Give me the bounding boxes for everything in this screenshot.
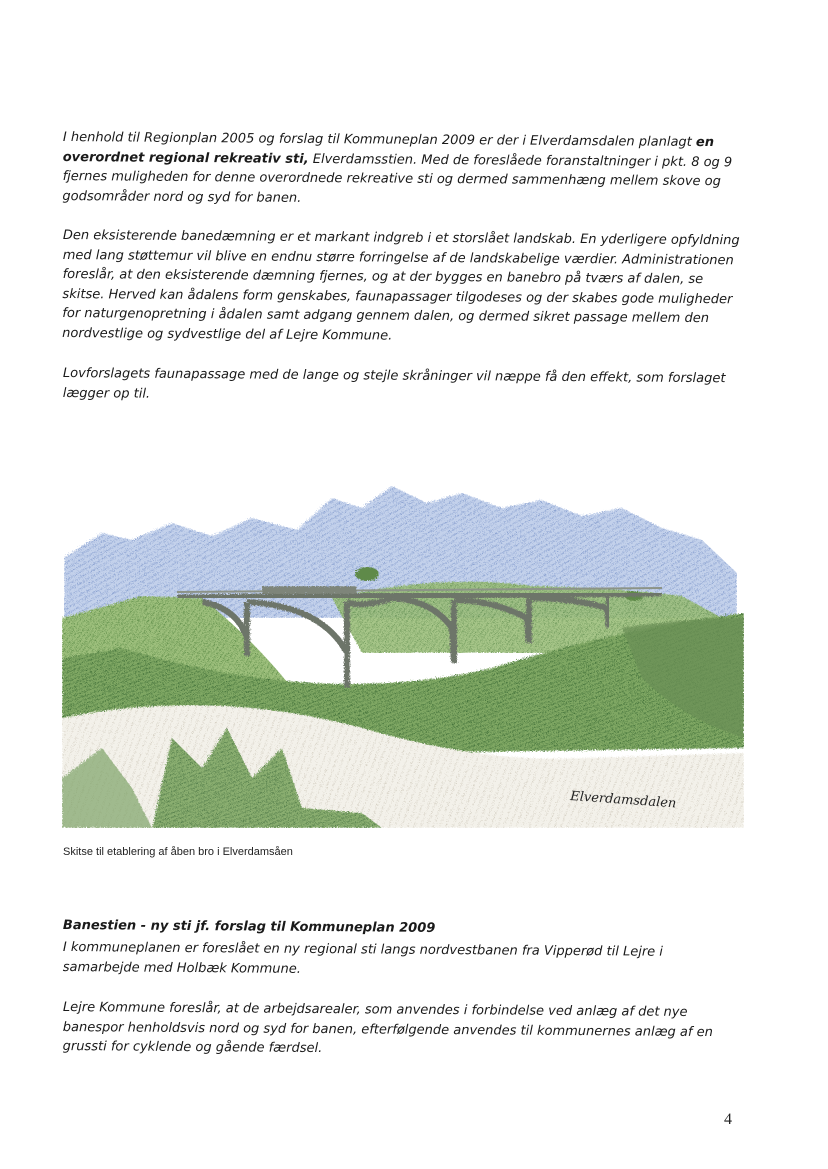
section-paragraph-1: I kommuneplanen er foreslået en ny regional sti langs nordvestbanen fra Vipperød til Lejre i samarbejde med Holbæk Kommune. [62,939,663,977]
sketch-train [262,586,357,594]
section-paragraph-2: Lejre Kommune foreslår, at de arbejdsarealer, som anvendes i forbindelse ved anlæg af det nye banespor henholdsvis nord og syd for banen, efterfølgende anvendes til kommunernes anlæg af en grussti for cyklende og gående færdsel. [62,999,713,1057]
section-heading: Banestien - ny sti jf. forslag til Kommuneplan 2009 [62,918,436,936]
paragraph-regional-path-start: I henhold til Regionplan 2005 og forslag til Kommuneplan 2009 er der i Elverdamsdalen planlagt [62,129,696,150]
sketch-bridge-deck [177,593,662,598]
paragraph-fauna-passage: Lovforslagets faunapassage med de lange og stejle skråninger vil næppe få den effekt, som forslaget lægger op til. [62,365,726,402]
bridge-sketch-illustration [62,478,744,828]
paragraph-embankment: Den eksisterende banedæmning er et markant indgreb i et storslået landskab. En yderligere opfyldning med lang støttemur vil blive en endnu større forringelse af de landskabelige værdier. Administrationen foreslår, at den eksisterende dæmning fjernes, og at der bygges en banebro på tværs af dalen, se skitse. Herved kan ådalens form genskabes, faunapassager tilgodeses og der skabes gode muligheder for naturgenopretning i ådalen samt adgang gennem dalen, og dermed sikret passage mellem den nordvestlige og sydvestlige del af Lejre Kommune. [62,227,740,344]
page-number: 4 [724,1111,732,1128]
paragraph-regional-path-end: Elverdamsstien. Med de foreslåede foranstaltninger i pkt. 8 og 9 fjernes muligheden for denne overordnede rekreative sti og dermed sammenhæng mellem skove og godsområder nord og syd for banen. [62,151,733,206]
sketch-caption: Skitse til etablering af åben bro i Elverdamsåen [63,846,293,858]
paragraph-regional-path-emphasis: en overordnet regional rekreativ sti, [62,134,715,167]
sketch-tree [355,567,379,581]
sketch-signature: Elverdamsdalen [569,789,677,812]
paragraph-regional-path [62,128,743,211]
